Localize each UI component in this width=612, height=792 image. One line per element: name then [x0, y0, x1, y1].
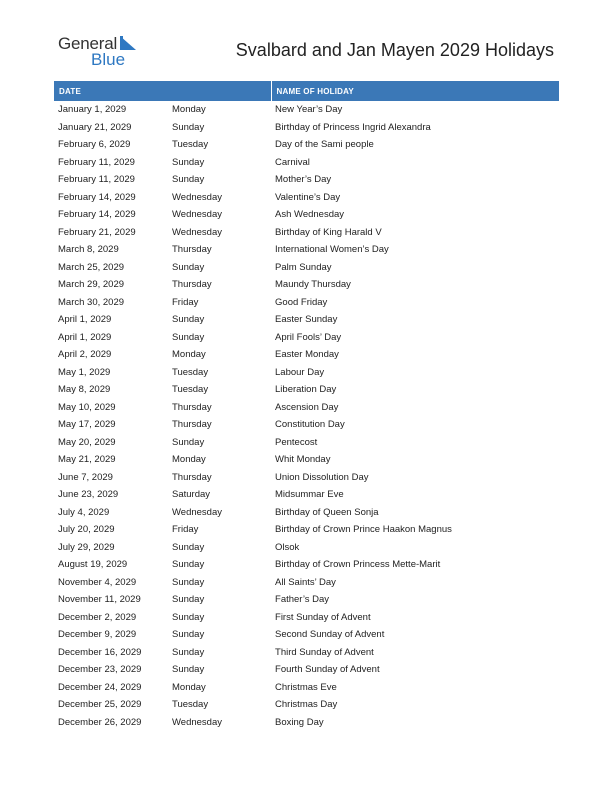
table-row [54, 294, 559, 312]
holiday-date: August 19, 2029 [58, 559, 128, 571]
holiday-name: Father’s Day [275, 594, 330, 606]
holiday-weekday: Wednesday [172, 209, 222, 221]
holiday-weekday: Sunday [172, 576, 205, 588]
holiday-date: February 21, 2029 [58, 226, 136, 238]
holiday-name: Birthday of King Harald V [275, 226, 382, 238]
holiday-name: Easter Sunday [275, 314, 338, 326]
table-row [54, 556, 559, 574]
holiday-name: Birthday of Princess Ingrid Alexandra [275, 121, 431, 133]
table-row [54, 381, 559, 399]
table-row [54, 539, 559, 557]
table-row [54, 101, 559, 119]
holiday-name: Fourth Sunday of Advent [275, 664, 380, 676]
holiday-weekday: Thursday [172, 401, 212, 413]
table-row [54, 504, 559, 522]
table-row [54, 609, 559, 627]
holiday-date: May 17, 2029 [58, 419, 116, 431]
holiday-date: February 14, 2029 [58, 191, 136, 203]
holiday-weekday: Sunday [172, 314, 205, 326]
holiday-date: December 9, 2029 [58, 629, 137, 641]
holiday-date: March 29, 2029 [58, 279, 125, 291]
holiday-name: Midsummar Eve [275, 489, 344, 501]
holiday-date: February 11, 2029 [58, 174, 135, 186]
holiday-name: All Saints’ Day [275, 576, 336, 588]
holiday-weekday: Tuesday [172, 366, 209, 378]
table-row [54, 154, 559, 172]
holiday-date: March 8, 2029 [58, 244, 119, 256]
holiday-weekday: Sunday [172, 594, 205, 606]
table-row [54, 574, 559, 592]
holiday-date: March 30, 2029 [58, 296, 125, 308]
table-row [54, 521, 559, 539]
table-row [54, 714, 559, 732]
table-row [54, 469, 559, 487]
page-title: Svalbard and Jan Mayen 2029 Holidays [235, 40, 554, 60]
holiday-date: April 2, 2029 [58, 349, 112, 361]
holiday-date: December 24, 2029 [58, 681, 142, 693]
holiday-weekday: Thursday [172, 279, 212, 291]
table-row [54, 416, 559, 434]
table-row [54, 136, 559, 154]
holiday-name: Ascension Day [275, 401, 339, 413]
holiday-date: June 7, 2029 [58, 471, 113, 483]
logo-text-blue: Blue [91, 50, 126, 69]
holiday-date: July 29, 2029 [58, 541, 115, 553]
table-row [54, 311, 559, 329]
table-row [54, 171, 559, 189]
holiday-name: Boxing Day [275, 716, 324, 728]
table-row [54, 679, 559, 697]
holiday-weekday: Monday [172, 681, 206, 693]
holiday-name: First Sunday of Advent [275, 611, 371, 623]
table-row [54, 451, 559, 469]
table-row [54, 399, 559, 417]
logo-flag-icon [120, 36, 136, 50]
holiday-name: Third Sunday of Advent [275, 646, 374, 658]
holiday-date: December 23, 2029 [58, 664, 142, 676]
holiday-name: Carnival [275, 156, 310, 168]
holiday-name: Birthday of Crown Princess Mette-Marit [275, 559, 441, 571]
holiday-weekday: Monday [172, 349, 206, 361]
holiday-date: July 20, 2029 [58, 524, 115, 536]
holiday-date: December 2, 2029 [58, 611, 137, 623]
holiday-name: Maundy Thursday [275, 279, 351, 291]
table-row [54, 346, 559, 364]
holiday-name: Palm Sunday [275, 261, 332, 273]
holiday-weekday: Thursday [172, 244, 212, 256]
table-row [54, 259, 559, 277]
holiday-weekday: Sunday [172, 436, 205, 448]
holiday-name: Christmas Eve [275, 681, 337, 693]
holiday-weekday: Sunday [172, 261, 205, 273]
holiday-date: April 1, 2029 [58, 331, 112, 343]
holiday-date: November 4, 2029 [58, 576, 137, 588]
holiday-name: Liberation Day [275, 384, 337, 396]
table-row [54, 626, 559, 644]
holiday-date: March 25, 2029 [58, 261, 125, 273]
holiday-date: December 16, 2029 [58, 646, 142, 658]
table-row [54, 486, 559, 504]
logo-text-general: General [58, 34, 118, 53]
holiday-name: April Fools’ Day [275, 331, 342, 343]
table-header-row [54, 81, 559, 101]
table-row [54, 591, 559, 609]
table-body [54, 101, 559, 731]
holiday-weekday: Monday [172, 454, 206, 466]
holiday-weekday: Thursday [172, 471, 212, 483]
holiday-name: Valentine’s Day [275, 191, 341, 203]
holiday-date: June 23, 2029 [58, 489, 119, 501]
holiday-name: International Women’s Day [275, 244, 389, 256]
holiday-weekday: Wednesday [172, 191, 222, 203]
holiday-date: November 11, 2029 [58, 594, 141, 606]
holiday-date: July 4, 2029 [58, 506, 110, 518]
table-row [54, 644, 559, 662]
table-row [54, 434, 559, 452]
holiday-name: Olsok [275, 541, 300, 553]
holiday-name: Union Dissolution Day [275, 471, 369, 483]
holiday-name: Ash Wednesday [275, 209, 345, 221]
holiday-weekday: Monday [172, 104, 206, 116]
holiday-name: Christmas Day [275, 699, 338, 711]
table-row [54, 696, 559, 714]
holiday-name: Day of the Sami people [275, 139, 374, 151]
holiday-weekday: Tuesday [172, 699, 209, 711]
table-row [54, 661, 559, 679]
holiday-name: Pentecost [275, 436, 318, 448]
holiday-weekday: Sunday [172, 629, 205, 641]
table-row [54, 276, 559, 294]
holiday-weekday: Sunday [172, 541, 205, 553]
holiday-date: May 21, 2029 [58, 454, 116, 466]
holiday-weekday: Friday [172, 296, 199, 308]
holiday-weekday: Sunday [172, 646, 205, 658]
table-row [54, 241, 559, 259]
holiday-name: New Year’s Day [275, 104, 343, 116]
table-row [54, 206, 559, 224]
date-column-header: DATE [54, 81, 271, 101]
holiday-weekday: Sunday [172, 559, 205, 571]
table-row [54, 224, 559, 242]
table-row [54, 189, 559, 207]
holiday-name: Constitution Day [275, 419, 345, 431]
holiday-date: January 1, 2029 [58, 104, 127, 116]
holiday-weekday: Wednesday [172, 226, 222, 238]
holiday-name: Mother’s Day [275, 174, 332, 186]
holiday-date: January 21, 2029 [58, 121, 132, 133]
holiday-date: April 1, 2029 [58, 314, 112, 326]
holiday-date: December 25, 2029 [58, 699, 142, 711]
holiday-name: Second Sunday of Advent [275, 629, 385, 641]
holiday-weekday: Sunday [172, 174, 205, 186]
holiday-weekday: Wednesday [172, 506, 222, 518]
holiday-date: May 1, 2029 [58, 366, 111, 378]
holiday-date: February 14, 2029 [58, 209, 136, 221]
holiday-name-column-header: NAME OF HOLIDAY [271, 81, 559, 101]
holiday-name: Labour Day [275, 366, 325, 378]
holiday-weekday: Sunday [172, 331, 205, 343]
holiday-weekday: Sunday [172, 611, 205, 623]
holiday-weekday: Sunday [172, 664, 205, 676]
holiday-weekday: Wednesday [172, 716, 222, 728]
holiday-name: Birthday of Crown Prince Haakon Magnus [275, 524, 452, 536]
generalblue-logo [58, 34, 148, 70]
holiday-weekday: Thursday [172, 419, 212, 431]
table-row [54, 119, 559, 137]
holiday-weekday: Saturday [172, 489, 211, 501]
table-row [54, 364, 559, 382]
holiday-date: December 26, 2029 [58, 716, 142, 728]
holiday-date: May 8, 2029 [58, 384, 111, 396]
holiday-name: Whit Monday [275, 454, 331, 466]
holiday-name: Good Friday [275, 296, 328, 308]
holiday-weekday: Sunday [172, 121, 205, 133]
holiday-date: February 11, 2029 [58, 156, 135, 168]
holiday-name: Birthday of Queen Sonja [275, 506, 379, 518]
holiday-weekday: Tuesday [172, 384, 209, 396]
holiday-date: February 6, 2029 [58, 139, 131, 151]
holiday-weekday: Sunday [172, 156, 205, 168]
holiday-date: May 10, 2029 [58, 401, 116, 413]
holiday-weekday: Tuesday [172, 139, 209, 151]
holiday-name: Easter Monday [275, 349, 339, 361]
holiday-date: May 20, 2029 [58, 436, 116, 448]
holiday-table [54, 81, 559, 731]
table-row [54, 329, 559, 347]
holiday-weekday: Friday [172, 524, 199, 536]
